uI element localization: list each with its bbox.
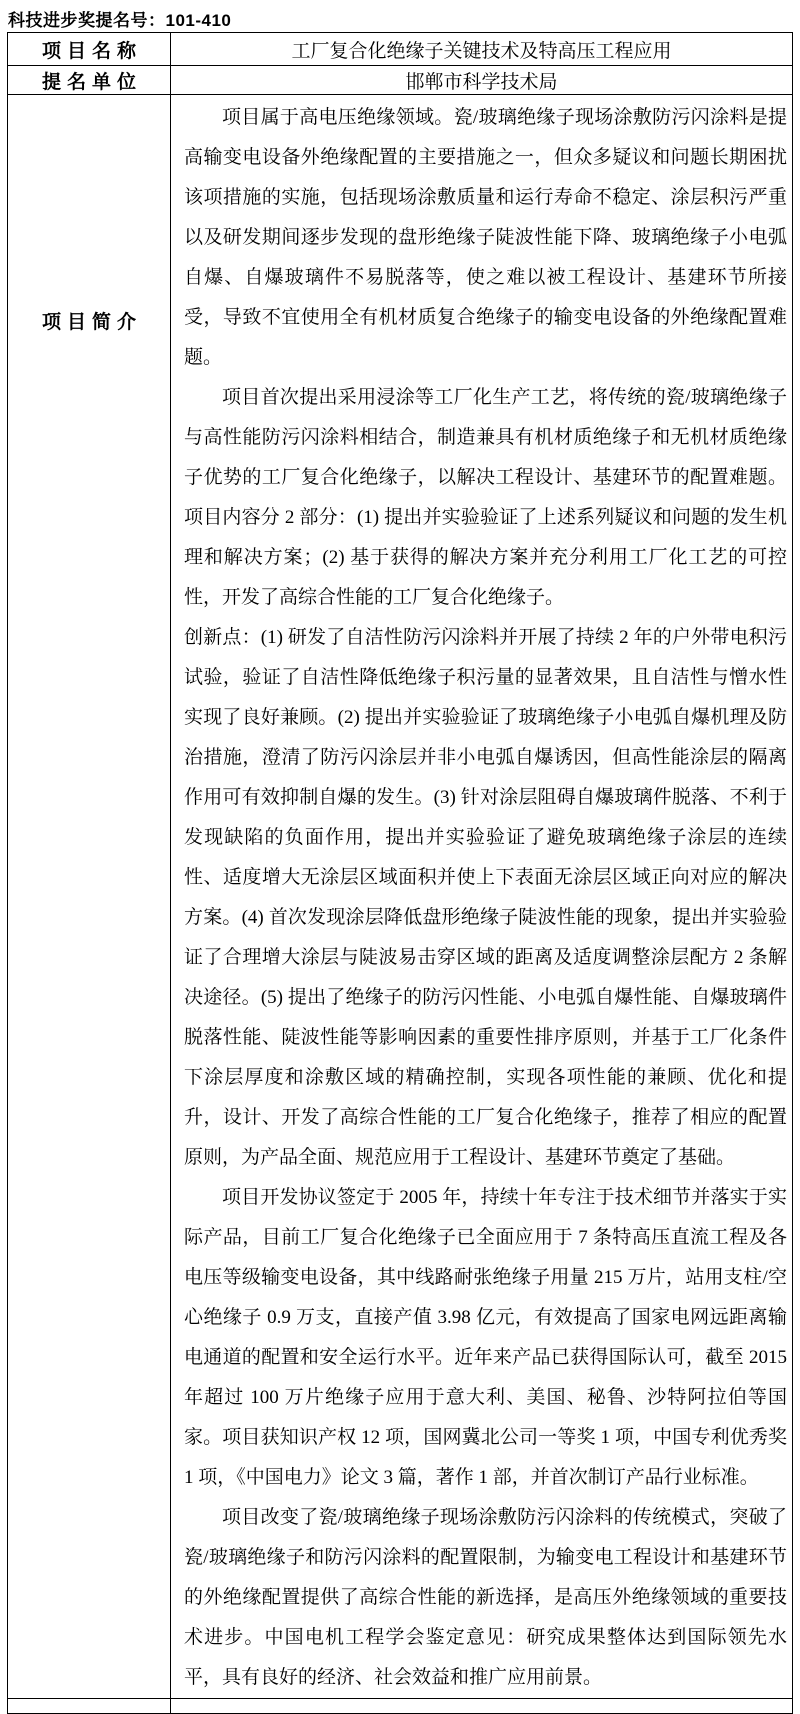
summary-paragraph-4: 项目开发协议签定于 2005 年，持续十年专注于技术细节并落实于实际产品，目前工厂复合化绝缘子已全面应用于 7 条特高压直流工程及各电压等级输变电设备，其中线路耐张绝缘子用量 215 万片，站用支柱/空心绝缘子 0.9 万支，直接产值 3.98 亿元，有效提高了国家电网远距离输电通道的配置和安全运行水平。近年来产品已获得国际认可，截至 2015 年超过 100 万片绝缘子应用于意大利、美国、秘鲁、沙特阿拉伯等国家。项目获知识产权 12 项，国网冀北公司一等奖 1 项，中国专利优秀奖 1 项，《中国电力》论文 3 篇，著作 1 部，并首次制订产品行业标准。 [184, 1187, 787, 1488]
summary-paragraph-2: 项目首次提出采用浸涂等工厂化生产工艺，将传统的瓷/玻璃绝缘子与高性能防污闪涂料相结合，制造兼具有机材质绝缘子和无机材质绝缘子优势的工厂复合化绝缘子，以解决工程设计、基建环节的配置难题。项目内容分 2 部分：(1) 提出并实验验证了上述系列疑议和问题的发生机理和解决方案；(2) 基于获得的解决方案并充分利用工厂化工艺的可控性，开发了高综合性能的工厂复合化绝缘子。 [184, 387, 787, 608]
project-name-value: 工厂复合化绝缘子关键技术及特高压工程应用 [171, 33, 793, 66]
nomination-table [7, 32, 793, 1714]
nomination-number-prefix: 科技进步奖提名号： [8, 11, 166, 30]
next-row-label-cell [8, 1699, 171, 1714]
nominator-value: 邯郸市科学技术局 [171, 66, 793, 95]
document-heading [8, 6, 231, 31]
nomination-number: 101-410 [165, 11, 232, 30]
table-row-nominator [8, 66, 793, 95]
summary-paragraph-3: 创新点：(1) 研发了自洁性防污闪涂料并开展了持续 2 年的户外带电积污试验，验证了自洁性降低绝缘子积污量的显著效果，且自洁性与憎水性实现了良好兼顾。(2) 提出并实验验证了玻璃绝缘子小电弧自爆机理及防治措施，澄清了防污闪涂层并非小电弧自爆诱因，但高性能涂层的隔离作用可有效抑制自爆的发生。(3) 针对涂层阻碍自爆玻璃件脱落、不利于发现缺陷的负面作用，提出并实验验证了避免玻璃绝缘子涂层的连续性、适度增大无涂层区域面积并使上下表面无涂层区域正向对应的解决方案。(4) 首次发现涂层降低盘形绝缘子陡波性能的现象，提出并实验验证了合理增大涂层与陡波易击穿区域的距离及适度调整涂层配方 2 条解决途径。(5) 提出了绝缘子的防污闪性能、小电弧自爆性能、自爆玻璃件脱落性能、陡波性能等影响因素的重要性排序原则，并基于工厂化条件下涂层厚度和涂敷区域的精确控制，实现各项性能的兼顾、优化和提升，设计、开发了高综合性能的工厂复合化绝缘子，推荐了相应的配置原则，为产品全面、规范应用于工程设计、基建环节奠定了基础。 [184, 627, 787, 1168]
next-row-value-cell [171, 1699, 793, 1714]
nominator-label: 提名单位 [8, 66, 171, 95]
summary-paragraph-5: 项目改变了瓷/玻璃绝缘子现场涂敷防污闪涂料的传统模式，突破了瓷/玻璃绝缘子和防污闪涂料的配置限制，为输变电工程设计和基建环节的外绝缘配置提供了高综合性能的新选择，是高压外绝缘领域的重要技术进步。中国电机工程学会鉴定意见：研究成果整体达到国际领先水平，具有良好的经济、社会效益和推广应用前景。 [184, 1507, 787, 1688]
summary-text [171, 95, 793, 1699]
project-name-label: 项目名称 [8, 33, 171, 66]
summary-paragraph-1: 项目属于高电压绝缘领域。瓷/玻璃绝缘子现场涂敷防污闪涂料是提高输变电设备外绝缘配置的主要措施之一，但众多疑议和问题长期困扰该项措施的实施，包括现场涂敷质量和运行寿命不稳定、涂层积污严重以及研发期间逐步发现的盘形绝缘子陡波性能下降、玻璃绝缘子小电弧自爆、自爆玻璃件不易脱落等，使之难以被工程设计、基建环节所接受，导致不宜使用全有机材质复合绝缘子的输变电设备的外绝缘配置难题。 [184, 107, 787, 368]
table-row-project-name [8, 33, 793, 66]
table-row-summary [8, 95, 793, 1699]
table-row-next-partial [8, 1699, 793, 1714]
summary-label: 项目简介 [8, 95, 171, 1699]
